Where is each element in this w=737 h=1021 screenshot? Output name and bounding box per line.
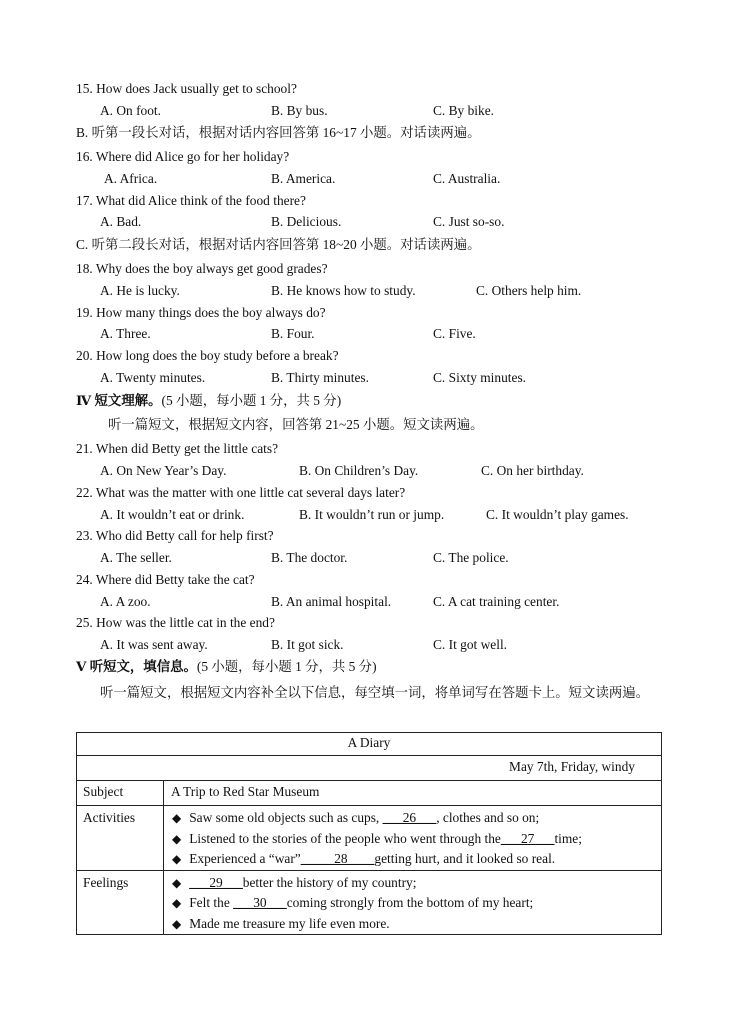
q24-option-c: C. A cat training center.: [433, 594, 560, 609]
question-25: 25. How was the little cat in the end?: [76, 615, 275, 630]
q18-option-b: B. He knows how to study.: [271, 283, 416, 298]
question-18: 18. Why does the boy always get good grades?: [76, 261, 328, 276]
feelings-list: [164, 871, 661, 935]
activity-text: Listened to the stories of the people who went through the: [189, 830, 501, 846]
question-23: 23. Who did Betty call for help first?: [76, 528, 274, 543]
blank-30: ___30___: [233, 895, 287, 910]
question-20: 20. How long does the boy study before a break?: [76, 348, 339, 363]
question-24: 24. Where did Betty take the cat?: [76, 572, 255, 587]
section-iv-heading: [76, 392, 341, 410]
q22-option-b: B. It wouldn’t run or jump.: [299, 507, 445, 522]
diamond-bullet-icon: ◆: [172, 875, 182, 890]
diary-feelings-row: [77, 870, 662, 935]
feelings-label: [77, 870, 164, 935]
activities-cell: [164, 806, 662, 871]
diamond-bullet-icon: ◆: [172, 916, 182, 931]
diamond-bullet-icon: ◆: [172, 852, 182, 866]
blank-28: _____28____: [300, 851, 375, 866]
q19-option-a: A. Three.: [100, 326, 151, 341]
q17-option-c: C. Just so-so.: [433, 214, 505, 229]
activity-text: Experienced a “war”: [189, 851, 301, 866]
activities-label-text: Activities: [83, 810, 136, 825]
diamond-bullet-icon: ◆: [172, 896, 182, 910]
section-v-title: Ⅴ 听短文，填信息。: [76, 659, 197, 674]
activity-text: Saw some old objects such as cups,: [189, 810, 383, 825]
q21-option-b: B. On Children’s Day.: [299, 463, 419, 478]
q25-option-a: A. It was sent away.: [100, 637, 208, 652]
diary-subject-row: [77, 781, 662, 806]
diamond-bullet-icon: ◆: [172, 831, 182, 846]
section-iv-instruction: 听一篇短文，根据短文内容，回答第 21~25 小题。短文读两遍。: [108, 417, 484, 432]
activity-text: , clothes and so on;: [436, 810, 540, 825]
q15-option-a: A. On foot.: [100, 103, 161, 118]
q23-option-c: C. The police.: [433, 550, 509, 565]
feeling-item: [172, 873, 661, 894]
blank-29: ___29___: [189, 874, 243, 890]
feeling-item: [172, 893, 661, 914]
feeling-text: better the history of my country;: [242, 874, 417, 890]
question-22: 22. What was the matter with one little cat several days later?: [76, 485, 406, 500]
activity-item: [172, 808, 661, 829]
section-v-score: (5 小题，每小题 1 分，共 5 分): [196, 659, 377, 674]
blank-27: ___27___: [500, 830, 555, 846]
q24-option-b: B. An animal hospital.: [271, 594, 392, 609]
q19-option-b: B. Four.: [271, 326, 315, 341]
q22-option-c: C. It wouldn’t play games.: [486, 507, 629, 522]
q20-option-b: B. Thirty minutes.: [271, 370, 369, 385]
activity-text: time;: [554, 830, 582, 846]
activity-item: [172, 829, 661, 850]
feeling-item: [172, 914, 661, 935]
diamond-bullet-icon: ◆: [172, 811, 182, 825]
q16-option-b: B. America.: [271, 171, 336, 186]
section-iv-score: (5 小题，每小题 1 分，共 5 分): [161, 393, 342, 408]
q22-option-a: A. It wouldn’t eat or drink.: [100, 507, 245, 522]
q24-option-a: A. A zoo.: [100, 594, 151, 609]
question-21: 21. When did Betty get the little cats?: [76, 441, 279, 456]
q17-option-a: A. Bad.: [100, 214, 142, 229]
activity-text: getting hurt, and it looked so real.: [374, 851, 556, 866]
q21-option-c: C. On her birthday.: [481, 463, 584, 478]
q15-option-b: B. By bus.: [271, 103, 328, 118]
diary-title: A Diary: [77, 733, 662, 756]
q17-option-b: B. Delicious.: [271, 214, 342, 229]
feelings-cell: [164, 870, 662, 935]
question-17: 17. What did Alice think of the food there?: [76, 193, 306, 208]
section-c-instruction: C. 听第二段长对话，根据对话内容回答第 18~20 小题。对话读两遍。: [76, 237, 481, 252]
q16-option-a: A. Africa.: [104, 171, 158, 186]
q20-option-c: C. Sixty minutes.: [433, 370, 527, 385]
q25-option-c: C. It got well.: [433, 637, 508, 652]
subject-value: A Trip to Red Star Museum: [164, 781, 662, 806]
q23-option-a: A. The seller.: [100, 550, 172, 565]
q25-option-b: B. It got sick.: [271, 637, 344, 652]
diary-title-row: [77, 733, 662, 756]
question-19: 19. How many things does the boy always do?: [76, 305, 326, 320]
q19-option-c: C. Five.: [433, 326, 476, 341]
subject-label: Subject: [77, 781, 164, 806]
activities-label: [77, 806, 164, 871]
q23-option-b: B. The doctor.: [271, 550, 348, 565]
feeling-text: coming strongly from the bottom of my heart;: [286, 895, 534, 910]
diary-date: May 7th, Friday, windy: [77, 756, 662, 781]
section-v-instruction: 听一篇短文，根据短文内容补全以下信息，每空填一词，将单词写在答题卡上。短文读两遍。: [100, 685, 650, 700]
q16-option-c: C. Australia.: [433, 171, 501, 186]
q18-option-a: A. He is lucky.: [100, 283, 180, 298]
feelings-label-text: Feelings: [83, 874, 129, 890]
section-iv-title: Ⅳ 短文理解。: [76, 393, 162, 408]
question-15: 15. How does Jack usually get to school?: [76, 81, 297, 96]
section-v-heading: [76, 658, 377, 676]
question-16: 16. Where did Alice go for her holiday?: [76, 149, 290, 164]
feeling-text: Made me treasure my life even more.: [189, 915, 390, 931]
q18-option-c: C. Others help him.: [476, 283, 582, 298]
blank-26: ___26___: [382, 810, 437, 825]
activity-item: [172, 849, 661, 870]
diary-table: [76, 732, 662, 935]
q20-option-a: A. Twenty minutes.: [100, 370, 206, 385]
activities-list: [164, 806, 661, 870]
diary-date-row: [77, 756, 662, 781]
q15-option-c: C. By bike.: [433, 103, 495, 118]
feeling-text: Felt the: [189, 895, 234, 910]
q21-option-a: A. On New Year’s Day.: [100, 463, 227, 478]
section-b-instruction: B. 听第一段长对话，根据对话内容回答第 16~17 小题。对话读两遍。: [76, 125, 481, 140]
diary-activities-row: [77, 806, 662, 871]
